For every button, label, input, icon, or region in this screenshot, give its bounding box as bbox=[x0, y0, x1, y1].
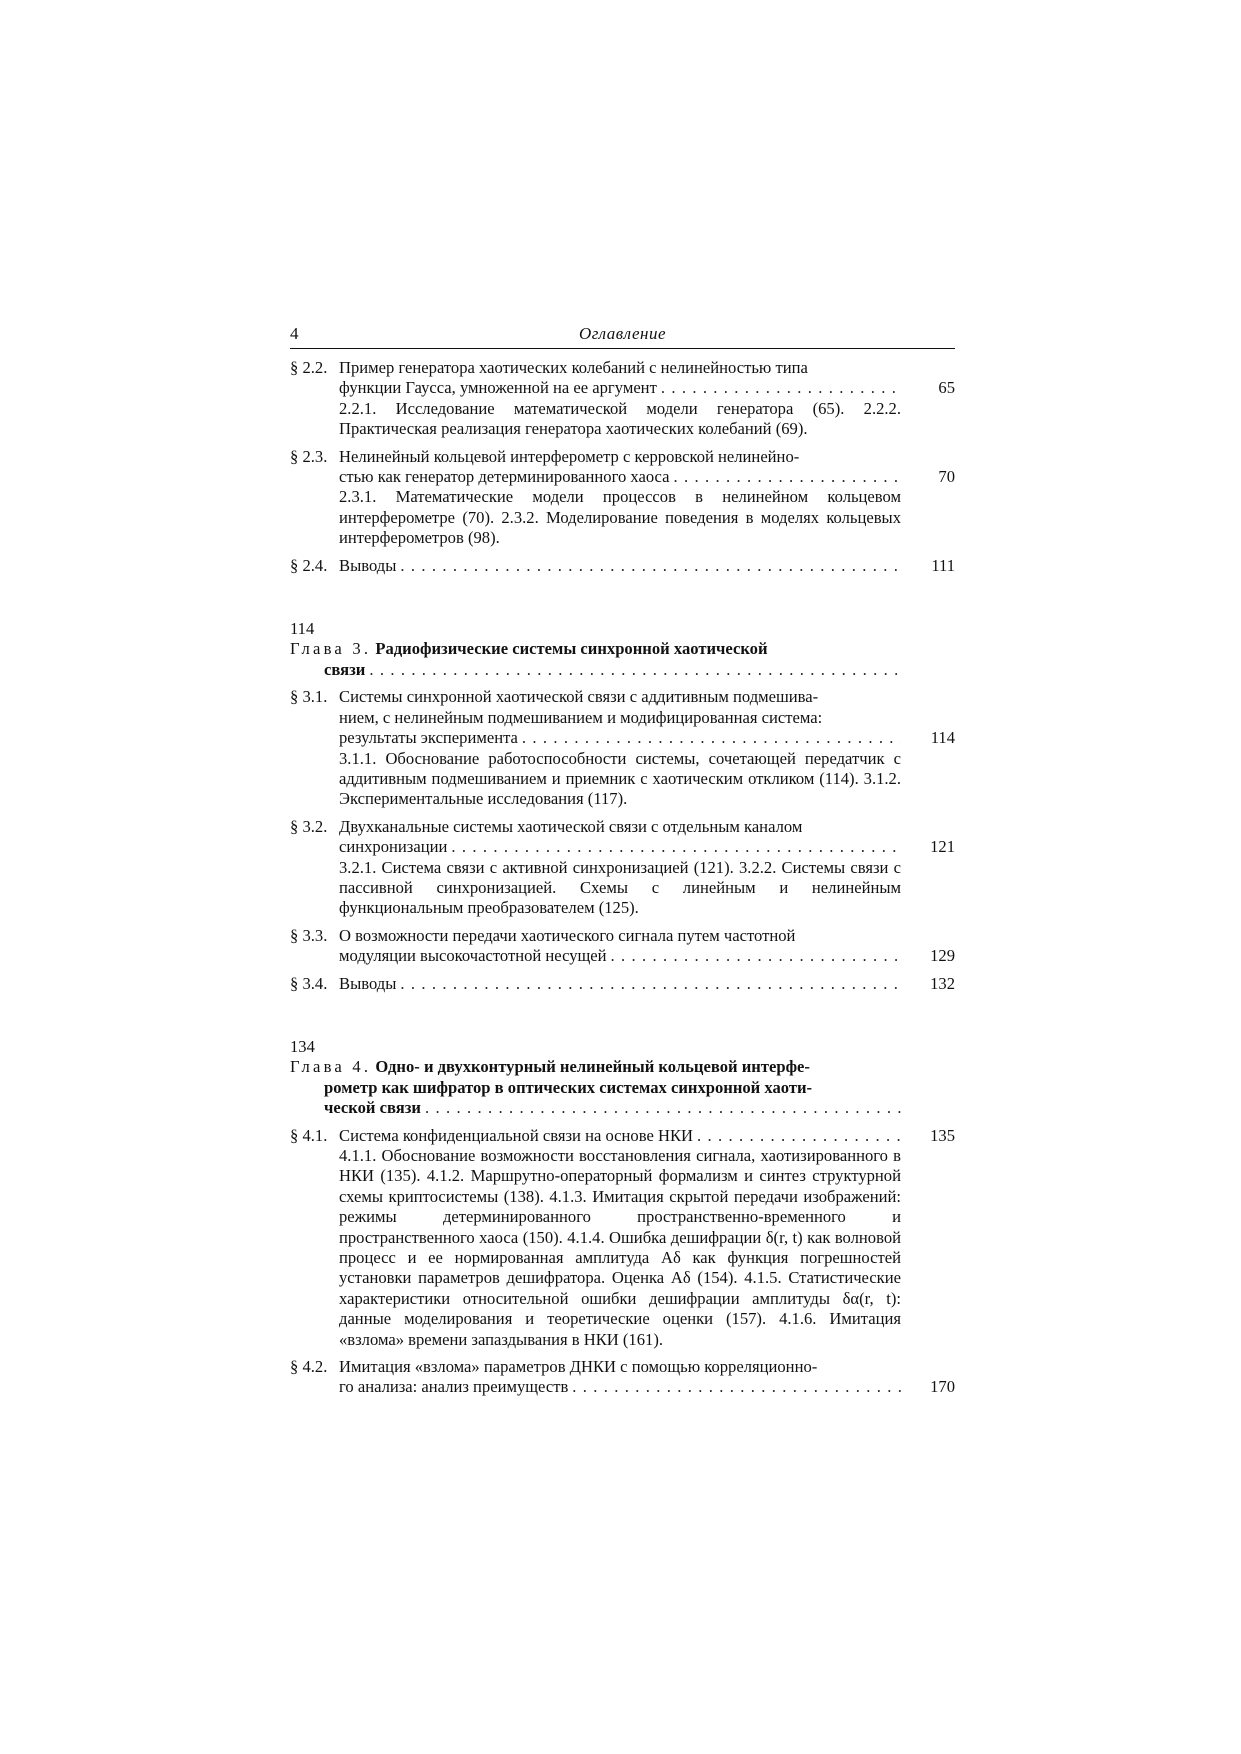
toc-section-line bbox=[339, 926, 901, 946]
chapter-title-part: связи bbox=[324, 659, 366, 679]
toc-section bbox=[290, 687, 955, 809]
subsection-list: 4.1.1. Обоснование возможности восстановления сигнала, хаотизированного в НКИ (135). 4.1.2. Маршрутно-операторный формализм и синтез структурной схемы криптосистемы (138). 4.1.3. Имитация скрытой передачи изображений: режимы детерминированного пространственно-временного и пространственного хаоса (150). 4.1.4. Ошибка дешифрации δ(r, t) как волновой процесс и ее нормированная амплитуда Aδ как функция погрешностей установки параметров дешифратора. Оценка Aδ (154). 4.1.5. Статистические характеристики относительной ошибки дешифрации амплитуды δα(r, t): данные моделирования и теоретические оценки (157). 4.1.6. Имитация «взлома» времени запаздывания в НКИ (161). bbox=[339, 1146, 901, 1349]
chapter-prefix: Глава 4. bbox=[290, 1057, 372, 1077]
toc-section bbox=[290, 974, 955, 994]
section-title-part: нием, с нелинейным подмешиванием и модифицированная система: bbox=[339, 707, 823, 727]
toc-section-line bbox=[339, 687, 901, 707]
toc-section-line bbox=[339, 467, 901, 487]
section-title-part: функции Гаусса, умноженной на ее аргумент bbox=[339, 378, 657, 398]
toc-section-line bbox=[339, 728, 901, 748]
toc-page-number: 70 bbox=[938, 467, 955, 487]
section-number: § 4.1. bbox=[290, 1125, 328, 1145]
running-title: Оглавление bbox=[578, 324, 667, 343]
toc-page-number: 65 bbox=[938, 378, 955, 398]
toc-chapter-line bbox=[324, 1098, 901, 1118]
leader-dots bbox=[421, 1098, 901, 1118]
toc-section-body bbox=[339, 817, 901, 919]
toc-section bbox=[290, 817, 955, 919]
toc-section bbox=[290, 447, 955, 549]
toc-page-number: 121 bbox=[930, 837, 955, 857]
section-title-part: Имитация «взлома» параметров ДНКИ с помощью корреляционно- bbox=[339, 1357, 818, 1377]
subsection-list: 3.2.1. Система связи с активной синхронизацией (121). 3.2.2. Системы связи с пассивной синхронизацией. Схемы с линейным и нелинейным функциональным преобразователем (125). bbox=[339, 857, 901, 918]
leader-dots bbox=[607, 946, 901, 966]
toc-page-number: 129 bbox=[930, 946, 955, 966]
table-of-contents bbox=[290, 358, 955, 1398]
toc-section-body bbox=[339, 687, 901, 809]
toc-page-number: 114 bbox=[290, 619, 315, 639]
chapter-title-part: рометр как шифратор в оптических системах синхронной хаоти- bbox=[324, 1077, 813, 1097]
toc-section bbox=[290, 926, 955, 967]
toc-section-line bbox=[339, 556, 901, 576]
toc-section-body bbox=[339, 1357, 901, 1398]
leader-dots bbox=[568, 1377, 901, 1397]
toc-chapter bbox=[290, 619, 955, 680]
section-number: § 3.1. bbox=[290, 687, 328, 707]
chapter-title-part: ческой связи bbox=[324, 1098, 421, 1118]
toc-section-line bbox=[339, 946, 901, 966]
toc-section-body bbox=[339, 926, 901, 967]
toc-section bbox=[290, 1126, 955, 1350]
running-header bbox=[290, 322, 955, 349]
chapter-prefix: Глава 3. bbox=[290, 639, 372, 659]
toc-section-body bbox=[339, 556, 901, 576]
toc-chapter-line bbox=[290, 639, 901, 659]
section-title-part: Нелинейный кольцевой интерферометр с керровской нелинейно- bbox=[339, 446, 800, 466]
subsection-list: 3.1.1. Обоснование работоспособности системы, сочетающей передатчик с аддитивным подмешиванием и приемник с хаотическим откликом (114). 3.1.2. Экспериментальные исследования (117). bbox=[339, 748, 901, 809]
section-title-part: Системы синхронной хаотической связи с аддитивным подмешива- bbox=[339, 687, 819, 707]
document-page bbox=[290, 322, 955, 1405]
section-title-part: модуляции высокочастотной несущей bbox=[339, 946, 607, 966]
toc-chapter-body bbox=[290, 1057, 901, 1118]
toc-section-body bbox=[339, 1126, 901, 1350]
toc-section-line bbox=[339, 708, 901, 728]
section-number: § 3.3. bbox=[290, 925, 328, 945]
leader-dots bbox=[693, 1126, 901, 1146]
section-title-part: Система конфиденциальной связи на основе НКИ bbox=[339, 1125, 694, 1145]
toc-section-line bbox=[339, 1126, 901, 1146]
leader-dots bbox=[518, 728, 901, 748]
section-number: § 4.2. bbox=[290, 1357, 328, 1377]
section-title-part: Выводы bbox=[339, 555, 397, 575]
toc-chapter-line bbox=[290, 1057, 901, 1077]
toc-page-number: 111 bbox=[931, 555, 955, 575]
leader-dots bbox=[396, 974, 901, 994]
toc-section-line bbox=[339, 974, 901, 994]
toc-section-line bbox=[339, 1357, 901, 1377]
subsection-list: 2.2.1. Исследование математической модели генератора (65). 2.2.2. Практическая реализация генератора хаотических колебаний (69). bbox=[339, 398, 901, 439]
section-title-part: Выводы bbox=[339, 973, 397, 993]
chapter-title-part: Радиофизические системы синхронной хаотической bbox=[375, 639, 768, 659]
toc-section-line bbox=[339, 817, 901, 837]
toc-chapter-line bbox=[324, 660, 901, 680]
page-number: 4 bbox=[290, 324, 299, 343]
toc-page-number: 170 bbox=[930, 1377, 955, 1397]
leader-dots bbox=[447, 837, 901, 857]
section-number: § 2.4. bbox=[290, 555, 328, 575]
toc-chapter bbox=[290, 1037, 955, 1119]
section-number: § 3.4. bbox=[290, 973, 328, 993]
toc-section-body bbox=[339, 974, 901, 994]
toc-chapter-body bbox=[290, 639, 901, 680]
leader-dots bbox=[657, 378, 901, 398]
section-title-part: синхронизации bbox=[339, 837, 448, 857]
subsection-list: 2.3.1. Математические модели процессов в нелинейном кольцевом интерферометре (70). 2.3.2. Моделирование поведения в моделях кольцевых интерферометров (98). bbox=[339, 487, 901, 548]
toc-chapter-line bbox=[324, 1078, 901, 1098]
section-title-part: стью как генератор детерминированного хаоса bbox=[339, 467, 670, 487]
toc-section-body bbox=[339, 358, 901, 440]
toc-section bbox=[290, 358, 955, 440]
section-title-part: Двухканальные системы хаотической связи с отдельным каналом bbox=[339, 816, 803, 836]
toc-section-body bbox=[339, 447, 901, 549]
leader-dots bbox=[365, 660, 901, 680]
section-title-part: го анализа: анализ преимуществ bbox=[339, 1377, 569, 1397]
toc-page-number: 135 bbox=[930, 1125, 955, 1145]
toc-section-line bbox=[339, 447, 901, 467]
toc-section bbox=[290, 556, 955, 576]
toc-section-line bbox=[339, 378, 901, 398]
leader-dots bbox=[670, 467, 902, 487]
chapter-title-part: Одно- и двухконтурный нелинейный кольцевой интерфе- bbox=[375, 1057, 810, 1077]
toc-section-line bbox=[339, 1377, 901, 1397]
section-number: § 3.2. bbox=[290, 816, 328, 836]
toc-page-number: 114 bbox=[930, 728, 955, 748]
section-number: § 2.3. bbox=[290, 446, 328, 466]
toc-section-line bbox=[339, 837, 901, 857]
toc-section-line bbox=[339, 358, 901, 378]
leader-dots bbox=[396, 556, 901, 576]
section-title-part: результаты эксперимента bbox=[339, 728, 518, 748]
toc-section bbox=[290, 1357, 955, 1398]
section-title-part: Пример генератора хаотических колебаний с нелинейностью типа bbox=[339, 358, 808, 377]
toc-page-number: 132 bbox=[930, 973, 955, 993]
toc-page-number: 134 bbox=[290, 1036, 315, 1056]
section-title-part: О возможности передачи хаотического сигнала путем частотной bbox=[339, 925, 796, 945]
section-number: § 2.2. bbox=[290, 358, 328, 377]
